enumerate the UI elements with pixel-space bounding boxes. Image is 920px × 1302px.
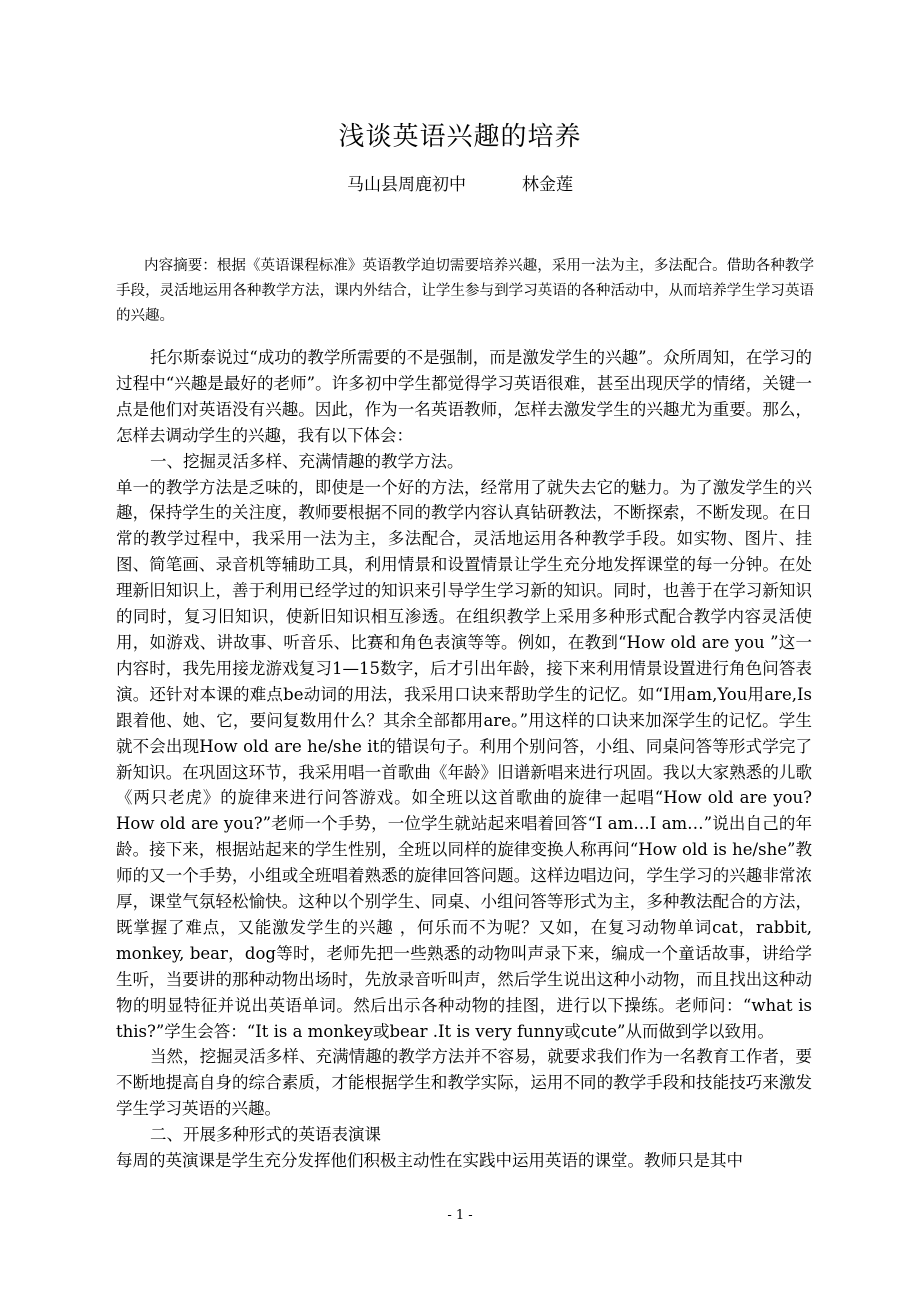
paragraph-conclusion: 当然，挖掘灵活多样、充满情趣的教学方法并不容易，就要求我们作为一名教育工作者，要不断地提高自身的综合素质，才能根据学生和教学实际，运用不同的教学手段和技能技巧来激发学生学习英语的兴趣。 bbox=[116, 1047, 812, 1119]
abstract: 内容摘要：根据《英语课程标准》英语教学迫切需要培养兴趣，采用一法为主，多法配合。借助各种教学手段，灵活地运用各种教学方法，课内外结合，让学生参与到学习英语的各种活动中，从而培养学生学习英语的兴趣。 bbox=[116, 258, 814, 324]
school-name: 马山县周鹿初中 bbox=[347, 175, 466, 195]
document-title: 浅谈英语兴趣的培养 bbox=[338, 122, 582, 152]
paragraph-methods: 单一的教学方法是乏味的，即使是一个好的方法，经常用了就失去它的魅力。为了激发学生的兴趣，保持学生的关注度，教师要根据不同的教学内容认真钻研教法，不断探索，不断发现。在日常的教学过程中，我采用一法为主，多法配合，灵活地运用各种教学手段。如实物、图片、挂图、简笔画、录音机等辅助工具，利用情景和设置情景让学生充分地发挥课堂的每一分钟。在处理新旧知识上，善于利用已经学过的知识来引导学生学习新的知识。同时，也善于在学习新知识的同时，复习旧知识，使新旧知识相互渗透。在组织教学上采用多种形式配合教学内容灵活使用，如游戏、讲故事、听音乐、比赛和角色表演等等。例如，在教到“How old are you ”这一内容时，我先用接龙游戏复习1—15数字，后才引出年龄，接下来利用情景设置进行角色问答表演。还针对本课的难点be动词的用法，我采用口诀来帮助学生的记忆。如“I用am,You用are,Is跟着他、她、它，要问复数用什么？其余全部都用are。”用这样的口诀来加深学生的记忆。学生就不会出现How old are he/she it的错误句子。利用个别问答，小组、同桌问答等形式学完了新知识。在巩固这环节，我采用唱一首歌曲《年龄》旧谱新唱来进行巩固。我以大家熟悉的儿歌《两只老虎》的旋律来进行问答游戏。如全班以这首歌曲的旋律一起唱“How old are you? How old are you?”老师一个手势，一位学生就站起来唱着回答“I am…I am…”说出自己的年龄。接下来，根据站起来的学生性别，全班以同样的旋律变换人称再问“How old is he/she”教师的又一个手势，小组或全班唱着熟悉的旋律回答问题。这样边唱边问，学生学习的兴趣非常浓厚，课堂气氛轻松愉快。这种以个别学生、同桌、小组问答等形式为主，多种教法配合的方法，既掌握了难点，又能激发学生的兴趣 ，何乐而不为呢？又如，在复习动物单词cat，rabbit, monkey, bear，dog等时，老师先把一些熟悉的动物叫声录下来，编成一个童话故事，讲给学生听，当要讲的那种动物出场时，先放录音听叫声，然后学生说出这种小动物，而且找出这种动物的明显特征并说出英语单词。然后出示各种动物的挂图，进行以下操练。老师问：“what is this?”学生会答：“It is a monkey或bear .It is very funny或cute”从而做到学以致用。 bbox=[116, 477, 812, 1041]
section-heading-1: 一、挖掘灵活多样、充满情趣的教学方法。 bbox=[150, 451, 464, 471]
paragraph-performance: 每周的英演课是学生充分发挥他们积极主动性在实践中运用英语的课堂。教师只是其中 bbox=[116, 1151, 743, 1171]
section-heading-2: 二、开展多种形式的英语表演课 bbox=[150, 1125, 381, 1145]
page-number: - 1 - bbox=[447, 1208, 473, 1223]
paragraph-intro: 托尔斯泰说过“成功的教学所需要的不是强制，而是激发学生的兴趣”。众所周知，在学习的过程中“兴趣是最好的老师”。许多初中学生都觉得学习英语很难，甚至出现厌学的情绪，关键一点是他们对英语没有兴趣。因此，作为一名英语教师，怎样去激发学生的兴趣尤为重要。那么，怎样去调动学生的兴趣，我有以下体会： bbox=[116, 348, 812, 445]
byline bbox=[0, 170, 920, 195]
body-text bbox=[116, 345, 812, 1174]
author-name: 林金莲 bbox=[522, 175, 573, 195]
